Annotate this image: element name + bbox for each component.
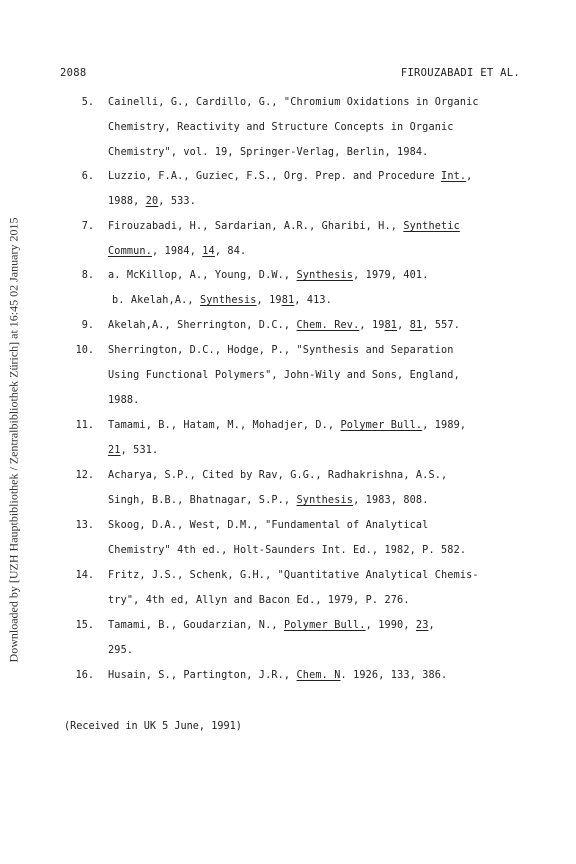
reference-number: 11. — [75, 420, 94, 431]
received-note: (Received in UK 5 June, 1991) — [64, 721, 242, 732]
reference-line: Sherrington, D.C., Hodge, P., "Synthesis and Separation — [108, 345, 454, 356]
reference-line: 1988, 20, 533. — [108, 196, 196, 207]
reference-number: 13. — [75, 520, 94, 531]
reference-line: 295. — [108, 645, 134, 656]
page-number: 2088 — [60, 67, 87, 79]
reference-number: 10. — [75, 345, 94, 356]
reference-line: Commun., 1984, 14, 84. — [108, 246, 247, 257]
reference-line: Acharya, S.P., Cited by Rav, G.G., Radhakrishna, A.S., — [108, 470, 448, 481]
reference-number: 5. — [81, 97, 94, 108]
reference-line: 21, 531. — [108, 445, 159, 456]
reference-number: 9. — [81, 320, 94, 331]
reference-number: 16. — [75, 670, 94, 681]
reference-line: Chemistry" 4th ed., Holt-Saunders Int. Ed., 1982, P. 582. — [108, 545, 467, 556]
reference-line: Luzzio, F.A., Guziec, F.S., Org. Prep. and Procedure Int., — [108, 171, 473, 182]
reference-number: 7. — [81, 221, 94, 232]
reference-line: Firouzabadi, H., Sardarian, A.R., Gharibi, H., Synthetic — [108, 221, 460, 232]
reference-line: Tamami, B., Hatam, M., Mohadjer, D., Polymer Bull., 1989, — [108, 420, 467, 431]
reference-line: Skoog, D.A., West, D.M., "Fundamental of Analytical — [108, 520, 429, 531]
reference-line: Singh, B.B., Bhatnagar, S.P., Synthesis, 1983, 808. — [108, 495, 429, 506]
reference-line: Akelah,A., Sherrington, D.C., Chem. Rev., 1981, 81, 557. — [108, 320, 460, 331]
reference-number: 6. — [81, 171, 94, 182]
running-header: FIROUZABADI ET AL. — [400, 67, 520, 79]
reference-line: Chemistry, Reactivity and Structure Concepts in Organic — [108, 122, 454, 133]
reference-line: Using Functional Polymers", John-Wily and Sons, England, — [108, 370, 460, 381]
reference-line: a. McKillop, A., Young, D.W., Synthesis, 1979, 401. — [108, 270, 429, 281]
reference-line: try", 4th ed, Allyn and Bacon Ed., 1979, P. 276. — [108, 595, 410, 606]
side-watermark-text: Downloaded by [UZH Hauptbibliothek / Zentralbibliothek Zürich] at 16:45 02 January 2015 — [6, 217, 21, 663]
reference-number: 12. — [75, 470, 94, 481]
reference-number: 8. — [81, 270, 94, 281]
reference-line: b. Akelah,A., Synthesis, 1981, 413. — [112, 295, 332, 306]
reference-line: Husain, S., Partington, J.R., Chem. N. 1926, 133, 386. — [108, 670, 448, 681]
reference-line: Cainelli, G., Cardillo, G., "Chromium Oxidations in Organic — [108, 97, 479, 108]
reference-line: Tamami, B., Goudarzian, N., Polymer Bull., 1990, 23, — [108, 620, 435, 631]
reference-line: 1988. — [108, 395, 140, 406]
reference-line: Chemistry", vol. 19, Springer-Verlag, Berlin, 1984. — [108, 147, 429, 158]
reference-number: 14. — [75, 570, 94, 581]
reference-line: Fritz, J.S., Schenk, G.H., "Quantitative Analytical Chemis- — [108, 570, 479, 581]
reference-number: 15. — [75, 620, 94, 631]
